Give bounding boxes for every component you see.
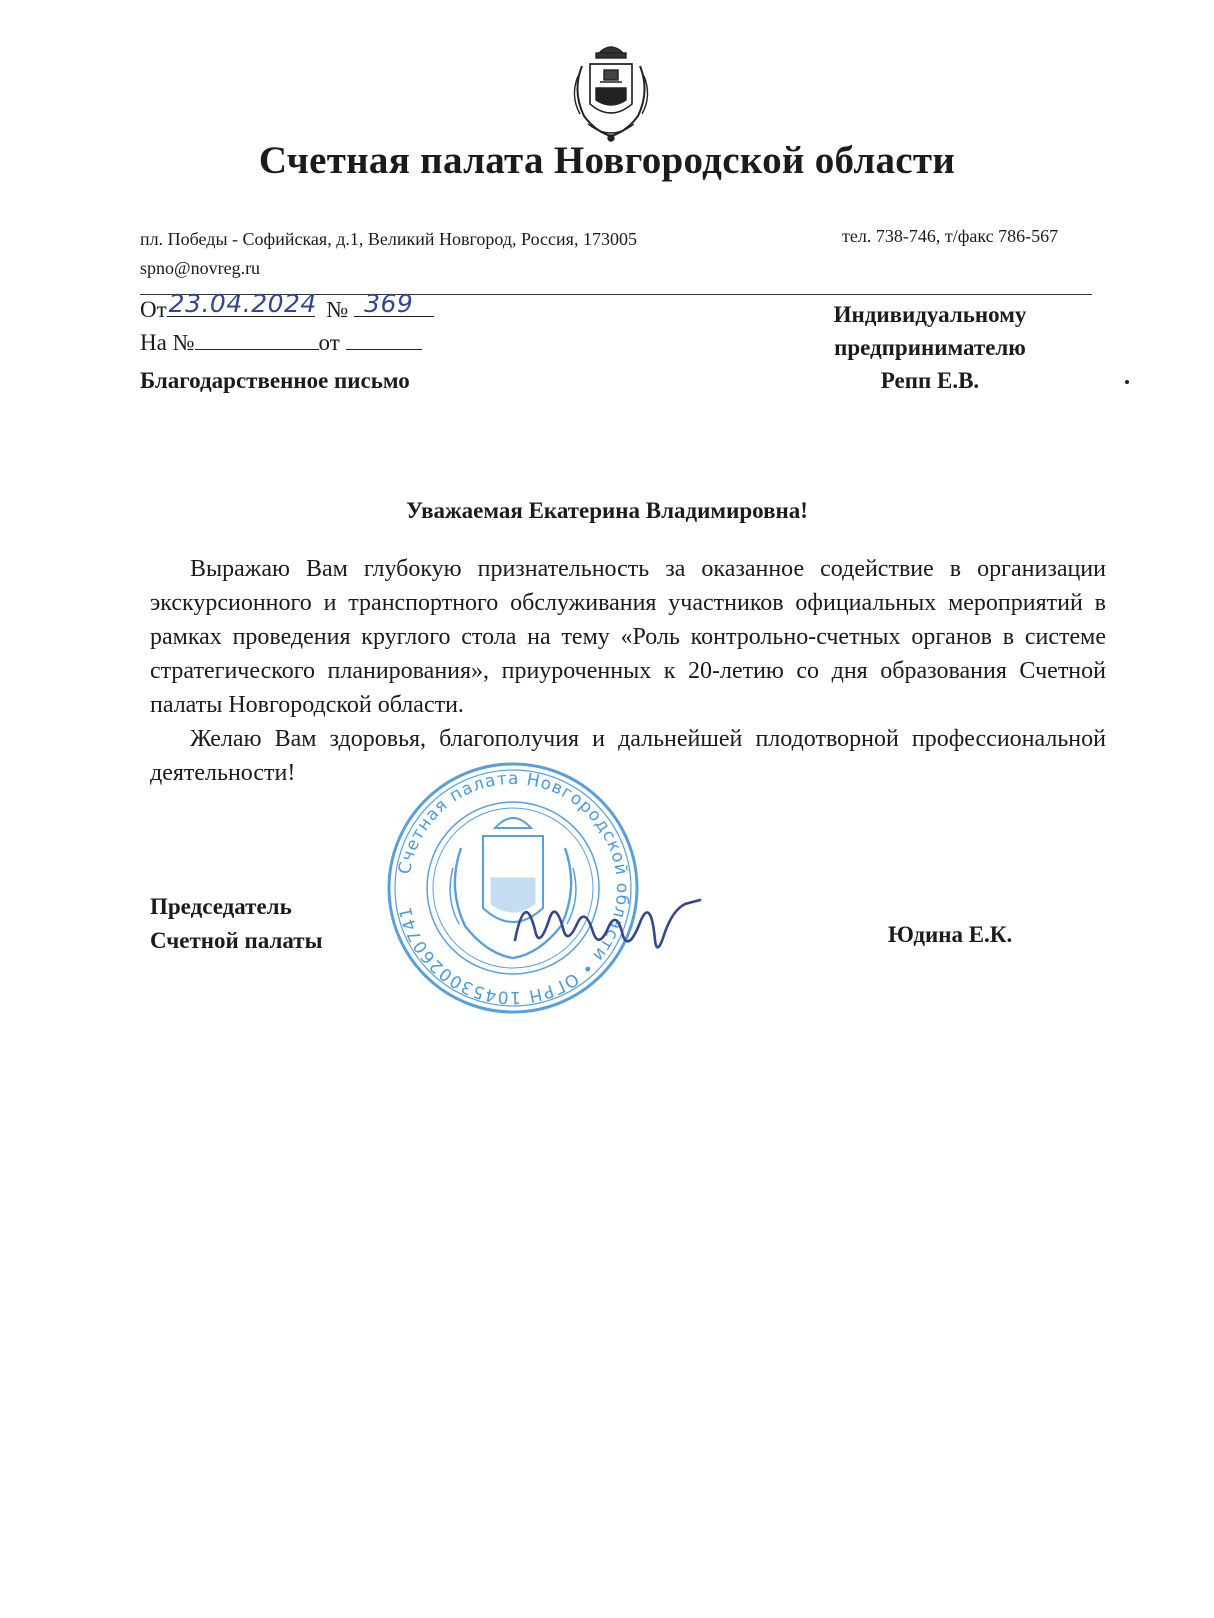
- recipient-name: Репп Е.В.: [880, 368, 980, 393]
- organization-address: пл. Победы - Софийская, д.1, Великий Новгород, Россия, 173005: [140, 229, 637, 249]
- letter-greeting: Уважаемая Екатерина Владимировна!: [406, 498, 808, 523]
- recipient-block: [760, 298, 1100, 397]
- from-label: От: [140, 297, 167, 322]
- position-line-1: Председатель: [150, 894, 292, 919]
- handwritten-signature: [505, 880, 705, 970]
- organization-email: spno@novreg.ru: [140, 258, 261, 278]
- reply-date-field: [346, 329, 422, 350]
- letter-body: [150, 552, 1106, 790]
- signer-name: Юдина Е.К.: [888, 922, 1013, 947]
- recipient-line-1: Индивидуальному: [833, 302, 1027, 327]
- handwritten-number: 369: [364, 289, 414, 318]
- date-field: [167, 289, 317, 318]
- letter-subject: Благодарственное письмо: [140, 368, 410, 393]
- reply-label: На №: [140, 330, 195, 355]
- position-line-2: Счетной палаты: [150, 928, 323, 953]
- number-field: [354, 289, 434, 318]
- organization-phone: тел. 738-746, т/факс 786-567: [842, 226, 1059, 246]
- number-label: №: [326, 297, 349, 322]
- signer-position: [150, 890, 323, 958]
- outgoing-reference: [140, 289, 434, 323]
- scan-speck: [1125, 380, 1129, 384]
- organization-title: Счетная палата Новгородской области: [258, 139, 956, 182]
- recipient-line-2: предпринимателю: [834, 335, 1026, 360]
- reply-from-label: от: [318, 330, 340, 355]
- coat-of-arms-icon: [566, 36, 656, 146]
- reply-number-field: [195, 329, 319, 350]
- stamp-text: Счетная палата Новгородской области • ОГРН 1045300260741: [394, 768, 633, 1008]
- reply-reference: [140, 329, 422, 356]
- handwritten-date: 23.04.2024: [168, 289, 317, 318]
- body-paragraph-2: Желаю Вам здоровья, благополучия и дальнейшей плодотворной профессиональной деятельности!: [150, 726, 1106, 786]
- body-paragraph-1: Выражаю Вам глубокую признательность за оказанное содействие в организации экскурсионного и транспортного обслуживания участников официальных мероприятий в рамках проведения круглого стола на тему «Роль контрольно-счетных органов в системе стратегического планирования», приуроченных к 20-летию со дня образования Счетной палаты Новгородской области.: [150, 556, 1106, 718]
